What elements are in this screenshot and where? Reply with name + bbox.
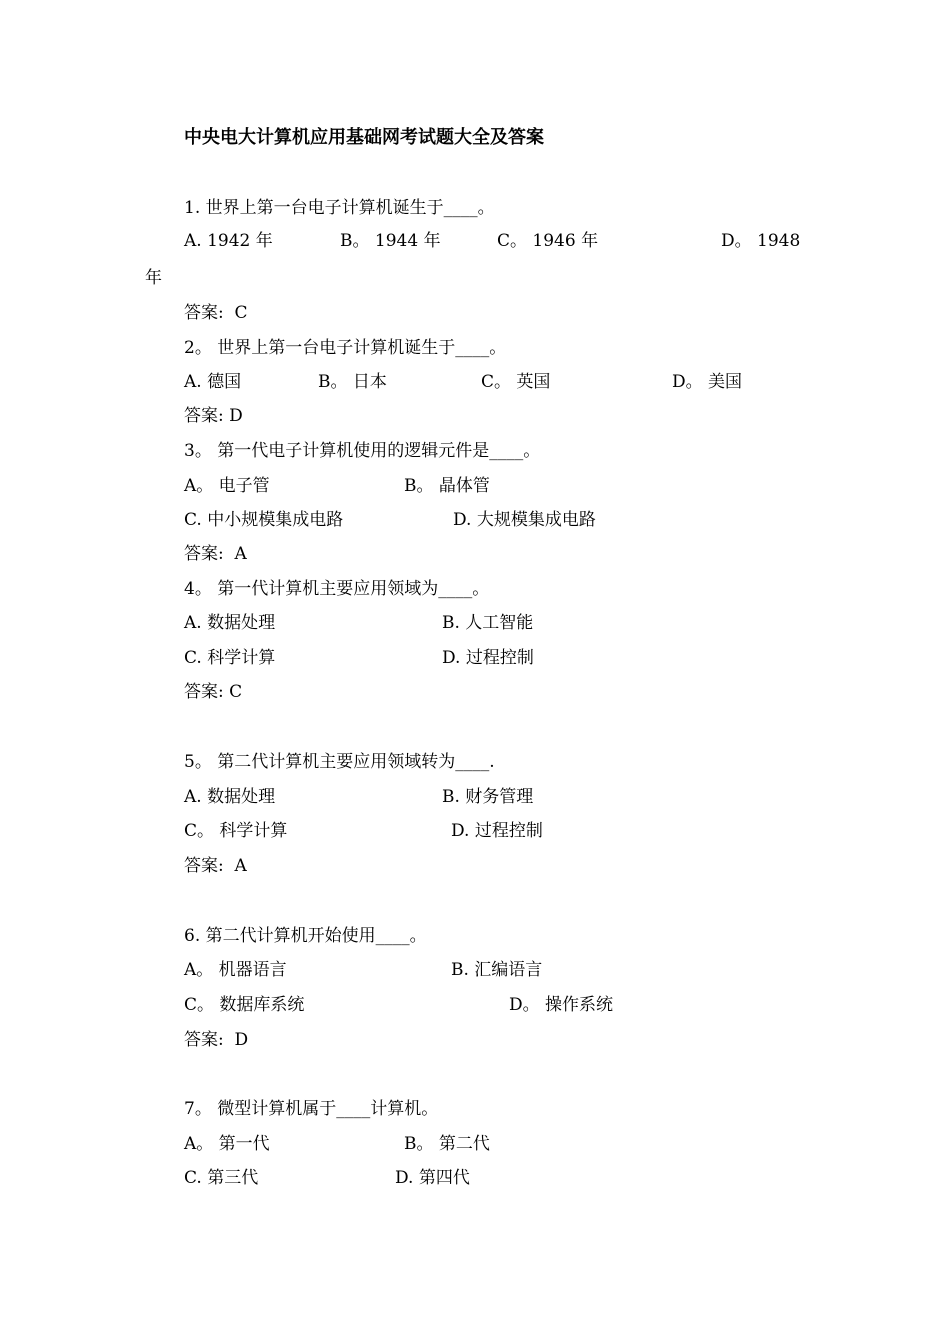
option-b: B。 晶体管 (404, 476, 490, 496)
option-d: D。 1948 (721, 231, 801, 251)
question-stem: 2。 世界上第一台电子计算机诞生于____。 (184, 338, 507, 358)
option-a: A。 第一代 (184, 1134, 270, 1154)
question-stem: 6. 第二代计算机开始使用____。 (184, 926, 427, 946)
option-b: B。 日本 (318, 372, 387, 392)
option-a: A。 机器语言 (184, 960, 287, 980)
option-c: C。 英国 (481, 372, 551, 392)
option-c: C. 科学计算 (184, 648, 276, 668)
question-stem: 5。 第二代计算机主要应用领域转为____. (184, 752, 495, 772)
option-b: B。 第二代 (404, 1134, 490, 1154)
option-d-wrap: 年 (145, 268, 162, 288)
option-a: A. 1942 年 (184, 231, 273, 251)
question-stem: 4。 第一代计算机主要应用领域为____。 (184, 579, 490, 599)
option-a: A. 德国 (184, 372, 242, 392)
option-b: B。 1944 年 (340, 231, 441, 251)
answer: 答案: C (184, 303, 248, 323)
question-stem: 1. 世界上第一台电子计算机诞生于____。 (184, 198, 495, 218)
answer: 答案: A (184, 856, 247, 876)
option-d: D。 美国 (672, 372, 743, 392)
option-a: A. 数据处理 (184, 787, 276, 807)
question-stem: 7。 微型计算机属于____计算机。 (184, 1099, 439, 1119)
option-c: C。 科学计算 (184, 821, 288, 841)
option-d: D。 操作系统 (509, 995, 614, 1015)
option-b: B. 汇编语言 (451, 960, 543, 980)
answer: 答案: C (184, 682, 243, 702)
option-a: A. 数据处理 (184, 613, 276, 633)
question-stem: 3。 第一代电子计算机使用的逻辑元件是____。 (184, 441, 541, 461)
option-c: C。 1946 年 (497, 231, 599, 251)
option-d: D. 第四代 (395, 1168, 470, 1188)
document-title: 中央电大计算机应用基础网考试题大全及答案 (184, 127, 544, 148)
option-c: C. 第三代 (184, 1168, 259, 1188)
option-b: B. 财务管理 (442, 787, 534, 807)
option-c: C。 数据库系统 (184, 995, 305, 1015)
option-c: C. 中小规模集成电路 (184, 510, 344, 530)
option-d: D. 过程控制 (442, 648, 534, 668)
answer: 答案: D (184, 1030, 249, 1050)
option-a: A。 电子管 (184, 476, 270, 496)
option-d: D. 过程控制 (451, 821, 543, 841)
option-d: D. 大规模集成电路 (453, 510, 596, 530)
answer: 答案: D (184, 406, 243, 426)
answer: 答案: A (184, 544, 247, 564)
option-b: B. 人工智能 (442, 613, 534, 633)
